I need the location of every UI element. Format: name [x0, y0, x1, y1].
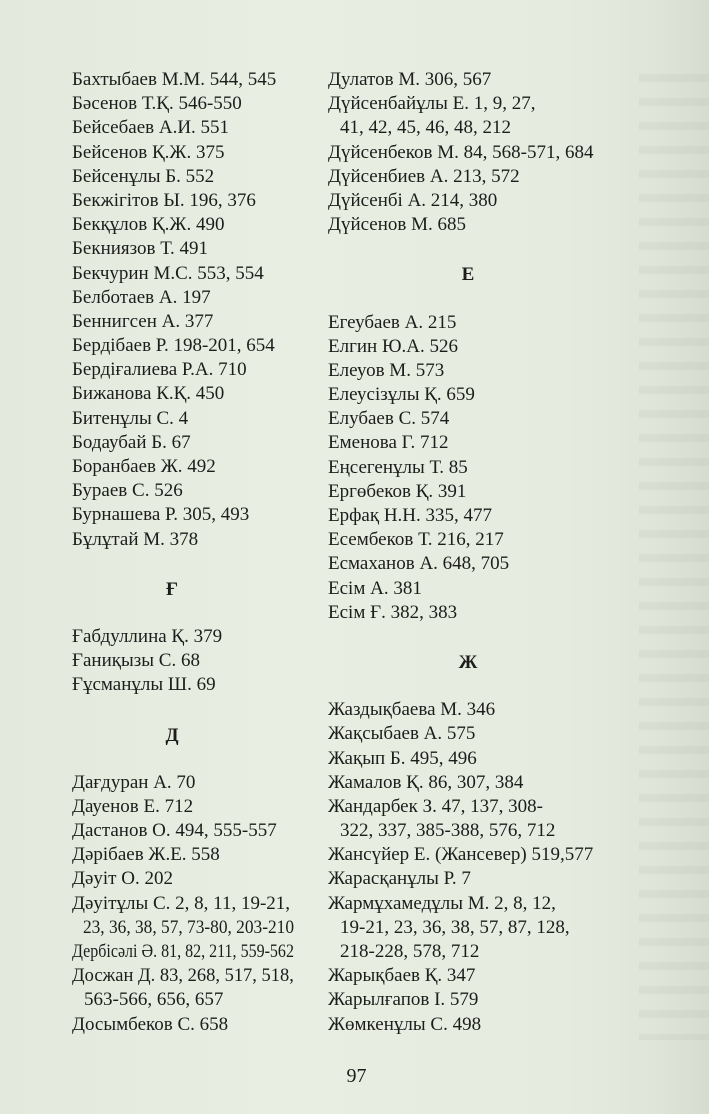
index-entry-text: Дәрібаев Ж.Е. 558 — [72, 844, 220, 866]
index-entry — [328, 843, 648, 867]
index-entry-text: Бурнашева Р. 305, 493 — [72, 504, 250, 526]
index-entry — [72, 455, 312, 479]
index-entry-text: Боранбаев Ж. 492 — [72, 456, 216, 477]
index-entry — [72, 189, 312, 213]
index-entry — [72, 334, 312, 358]
index-entry-text: Бейсенов Қ.Ж. 375 — [72, 141, 225, 163]
index-entry-text: Беннигсен А. 377 — [72, 310, 214, 332]
index-entry-text: Дүйсенов М. 685 — [328, 214, 467, 236]
index-entry-text: Досымбеков С. 658 — [72, 1013, 229, 1035]
index-entry-text: Жамалов Қ. 86, 307, 384 — [328, 771, 524, 793]
index-entry — [328, 867, 648, 891]
index-entry — [328, 165, 648, 189]
index-entry — [72, 237, 312, 261]
index-entry — [72, 795, 312, 819]
index-entry-text: Бейсебаев А.И. 551 — [72, 117, 230, 139]
index-entry — [72, 479, 312, 503]
index-entry — [72, 286, 312, 310]
index-entry-text: Жарықбаев Қ. 347 — [328, 965, 476, 987]
index-entry — [328, 311, 648, 335]
index-entry — [328, 141, 648, 165]
index-entry-text: Егеубаев А. 215 — [328, 311, 457, 333]
index-entry-continuation: 41, 42, 45, 46, 48, 212 — [340, 117, 511, 139]
index-entry-text: Есембеков Т. 216, 217 — [328, 529, 504, 551]
index-entry — [328, 698, 648, 722]
bleed-through-shadow — [639, 60, 709, 1040]
index-entry — [72, 771, 312, 795]
index-entry — [328, 747, 648, 771]
index-entry-text: Бижанова К.Қ. 450 — [72, 383, 225, 405]
index-entry-text: Дүйсенбі А. 214, 380 — [328, 189, 498, 211]
index-entry — [72, 141, 312, 165]
index-entry-text: Ғаниқызы С. 68 — [72, 650, 200, 672]
index-entry-text: Дағдуран А. 70 — [72, 771, 196, 793]
index-entry-text: Битенұлы С. 4 — [72, 407, 189, 429]
index-entry — [72, 673, 312, 697]
index-entry-text: Бұлұтай М. 378 — [72, 528, 199, 550]
index-entry — [72, 165, 312, 189]
index-entry-text: Дауенов Е. 712 — [72, 795, 194, 817]
section-letter-heading: Ғ — [165, 578, 179, 600]
index-entry — [72, 964, 312, 1012]
index-entry-text: Бахтыбаев М.М. 544, 545 — [72, 69, 277, 90]
index-entry — [328, 189, 648, 213]
index-entry — [72, 819, 312, 843]
index-entry-text: Елгин Ю.А. 526 — [328, 335, 458, 357]
index-entry-continuation: 322, 337, 385-388, 576, 712 — [340, 820, 556, 842]
index-entry-text: Жарасқанұлы Р. 7 — [328, 868, 471, 890]
index-entry-text: Еменова Г. 712 — [328, 432, 449, 454]
index-entry-text: Бекниязов Т. 491 — [72, 238, 208, 260]
index-entry-text: Дулатов М. 306, 567 — [328, 69, 492, 90]
index-entry — [328, 795, 648, 843]
index-entry — [72, 382, 312, 406]
section-letter-heading: Ж — [458, 651, 478, 673]
index-entry-continuation: 19-21, 23, 36, 38, 57, 87, 128, — [340, 916, 570, 938]
index-entry — [328, 988, 648, 1012]
index-entry-continuation: 218-228, 578, 712 — [340, 941, 480, 962]
index-entry-text: Бекчурин М.С. 553, 554 — [72, 262, 264, 284]
index-entry — [328, 456, 648, 480]
index-entry — [328, 528, 648, 552]
index-entry-text: Ергөбеков Қ. 391 — [328, 480, 467, 502]
index-entry-text: Жармұхамедұлы М. 2, 8, 12, — [328, 892, 556, 914]
index-entry-text: Бодаубай Б. 67 — [72, 431, 191, 453]
index-entry — [328, 722, 648, 746]
index-entry — [328, 431, 648, 455]
index-entry-text: Жөмкенұлы С. 498 — [328, 1013, 482, 1035]
index-entry-text: Жаздықбаева М. 346 — [328, 699, 496, 721]
index-entry — [328, 964, 648, 988]
index-entry — [72, 310, 312, 334]
index-entry — [328, 213, 648, 237]
index-entry-text: Жансүйер Е. (Жансевер) 519,577 — [328, 844, 594, 866]
index-entry-text: Белботаев А. 197 — [72, 286, 211, 308]
index-entry-continuation: 563-566, 656, 657 — [84, 989, 224, 1011]
index-entry — [72, 843, 312, 867]
index-entry — [72, 262, 312, 286]
index-entry — [72, 1013, 312, 1037]
index-entry — [72, 407, 312, 431]
index-entry — [328, 335, 648, 359]
index-entry-text: Дүйсенбиев А. 213, 572 — [328, 165, 520, 187]
index-entry-text: Есмаханов А. 648, 705 — [328, 553, 510, 575]
index-entry-text: Ғұсманұлы Ш. 69 — [72, 674, 216, 696]
index-entry — [328, 68, 648, 92]
index-entry — [328, 407, 648, 431]
index-entry — [328, 1013, 648, 1037]
index-entry-text: Жарылғапов І. 579 — [328, 989, 479, 1011]
index-entry — [72, 116, 312, 140]
index-entry-text: Досжан Д. 83, 268, 517, 518, — [72, 965, 294, 987]
index-entry — [72, 68, 312, 92]
section-letter-heading: Д — [165, 724, 179, 746]
index-entry — [328, 92, 648, 140]
index-entry-text: Дербісәлі Ә. 81, 82, 211, 559-562 — [72, 941, 294, 962]
index-entry — [72, 503, 312, 527]
index-entry-text: Бердіғалиева Р.А. 710 — [72, 359, 247, 381]
index-entry-text: Бәсенов Т.Қ. 546-550 — [72, 93, 242, 115]
index-entry — [328, 771, 648, 795]
index-entry — [72, 358, 312, 382]
index-entry-text: Жақсыбаев А. 575 — [328, 723, 476, 745]
index-entry — [328, 892, 648, 965]
index-entry-text: Есім Ғ. 382, 383 — [328, 601, 458, 623]
index-entry-text: Жақып Б. 495, 496 — [328, 747, 477, 769]
index-entry-text: Дәуітұлы С. 2, 8, 11, 19-21, — [72, 892, 291, 914]
index-entry — [328, 359, 648, 383]
index-entry-text: Ерфақ Н.Н. 335, 477 — [328, 505, 493, 526]
page-number: 97 — [346, 1065, 367, 1087]
index-entry — [72, 92, 312, 116]
index-entry-text: Дәуіт О. 202 — [72, 868, 173, 890]
index-entry-text: Жандарбек З. 47, 137, 308- — [328, 795, 543, 817]
index-entry-text: Есім А. 381 — [328, 577, 422, 599]
index-entry-text: Дүйсенбеков М. 84, 568-571, 684 — [328, 141, 594, 163]
index-entry-text: Елеусізұлы Қ. 659 — [328, 384, 475, 406]
index-entry — [72, 649, 312, 673]
index-entry — [328, 383, 648, 407]
index-entry-text: Еңсегенұлы Т. 85 — [328, 456, 468, 478]
index-entry — [328, 480, 648, 504]
index-entry-text: Дүйсенбайұлы Е. 1, 9, 27, — [328, 93, 536, 115]
index-entry — [72, 625, 312, 649]
section-letter-heading: Е — [461, 264, 475, 286]
index-entry — [328, 552, 648, 576]
index-entry-text: Бердібаев Р. 198-201, 654 — [72, 335, 275, 357]
index-entry — [72, 892, 312, 940]
index-entry-text: Елубаев С. 574 — [328, 408, 450, 430]
index-entry — [72, 431, 312, 455]
index-entry — [72, 940, 312, 964]
index-entry-text: Бураев С. 526 — [72, 480, 183, 502]
index-entry — [328, 601, 648, 625]
index-entry — [328, 577, 648, 601]
index-entry-text: Бейсенұлы Б. 552 — [72, 165, 215, 187]
index-entry-continuation: 23, 36, 38, 57, 73-80, 203-210 — [82, 916, 295, 938]
index-entry — [328, 504, 648, 528]
index-entry-text: Бекжігітов Ы. 196, 376 — [72, 189, 256, 211]
index-entry — [72, 213, 312, 237]
index-entry-text: Дастанов О. 494, 555-557 — [72, 820, 277, 842]
index-entry-text: Ғабдуллина Қ. 379 — [72, 625, 223, 647]
index-entry — [72, 528, 312, 552]
index-entry — [72, 867, 312, 891]
index-column-left — [72, 68, 312, 1037]
index-entry-text: Бекқұлов Қ.Ж. 490 — [72, 214, 225, 236]
index-column-right — [328, 68, 648, 1037]
index-entry-text: Елеуов М. 573 — [328, 359, 445, 381]
